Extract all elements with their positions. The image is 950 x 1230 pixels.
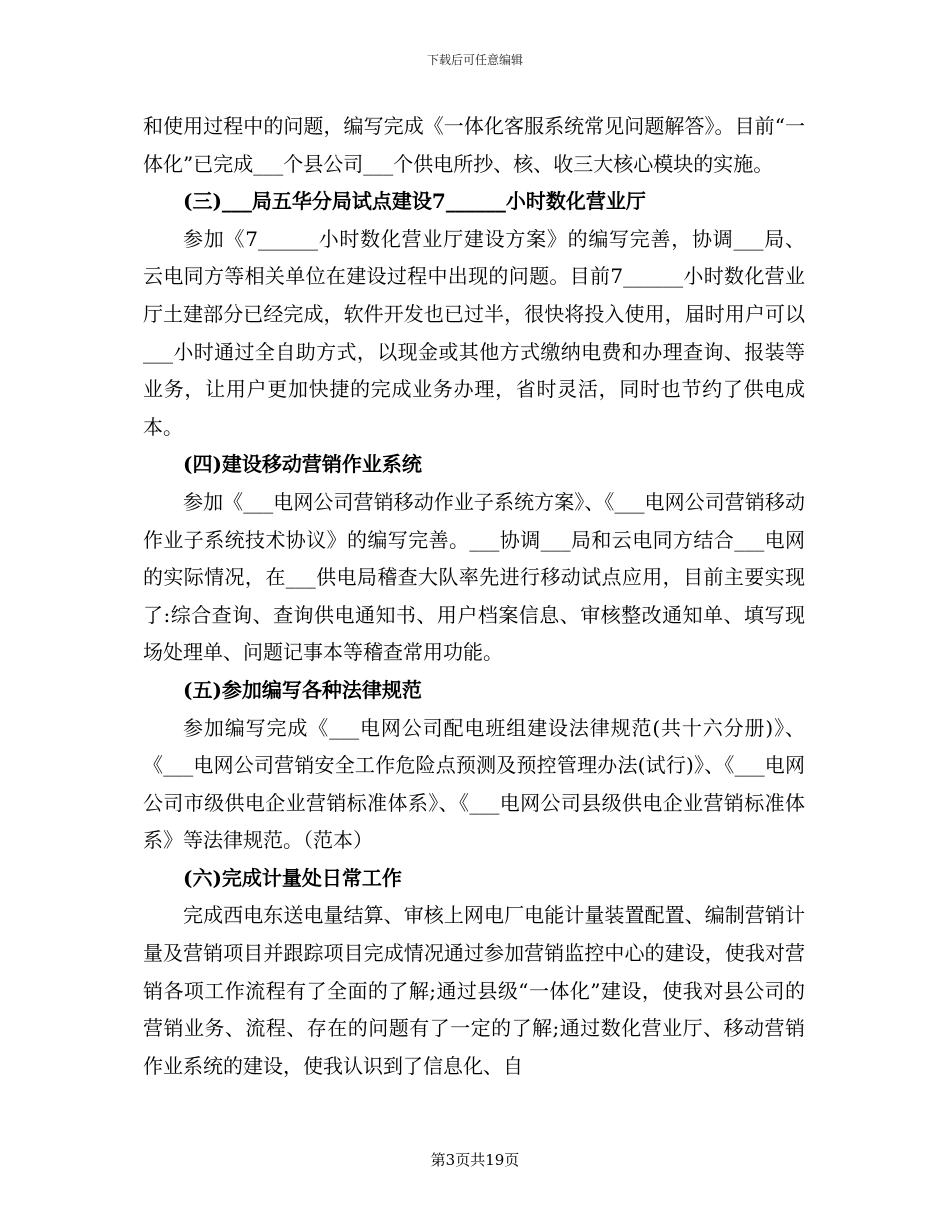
paragraph: 参加《___电网公司营销移动作业子系统方案》、《___电网公司营销移动作业子系统技术协议》的编写完善。___协调___局和云电同方结合___电网的实际情况，在___供电局稽查大队率先进行移动试点应用，目前主要实现了:综合查询、查询供电通知书、用户档案信息、审核整改通知单、填写现场处理单、问题记事本等稽查常用功能。 (143, 489, 805, 665)
section-heading: (四)建设移动营销作业系统 (183, 452, 422, 477)
document-body (143, 108, 805, 1085)
section-heading: (三)___局五华分局试点建设7______小时数化营业厅 (183, 189, 646, 214)
paragraph: 完成西电东送电量结算、审核上网电厂电能计量装置配置、编制营销计量及营销项目并跟踪项目完成情况通过参加营销监控中心的建设，使我对营销各项工作流程有了全面的了解;通过县级“一体化”建设，使我对县公司的营销业务、流程、存在的问题有了一定的了解;通过数化营业厅、移动营销作业系统的建设，使我认识到了信息化、自 (143, 903, 805, 1078)
page-number: 第3页共19页 (430, 1151, 520, 1169)
paragraph: 参加《7______小时数化营业厅建设方案》的编写完善，协调___局、云电同方等相关单位在建设过程中出现的问题。目前7______小时数化营业厅土建部分已经完成，软件开发也已过半，很快将投入使用，届时用户可以___小时通过全自助方式，以现金或其他方式缴纳电费和办理查询、报装等业务，让用户更加快捷的完成业务办理，省时灵活，同时也节约了供电成本。 (143, 226, 805, 439)
page-header: 下载后可任意编辑 (426, 53, 523, 67)
paragraph: 参加编写完成《___电网公司配电班组建设法律规范(共十六分册)》、《___电网公司营销安全工作危险点预测及预控管理办法(试行)》、《___电网公司市级供电企业营销标准体系》、《___电网公司县级供电企业营销标准体系》等法律规范。（范本） (143, 715, 805, 853)
section-heading: (六)完成计量处日常工作 (183, 865, 402, 890)
paragraph: 和使用过程中的问题，编写完成《一体化客服系统常见问题解答》。目前“一体化”已完成___个县公司___个供电所抄、核、收三大核心模块的实施。 (143, 114, 805, 176)
section-heading: (五)参加编写各种法律规范 (183, 677, 422, 702)
